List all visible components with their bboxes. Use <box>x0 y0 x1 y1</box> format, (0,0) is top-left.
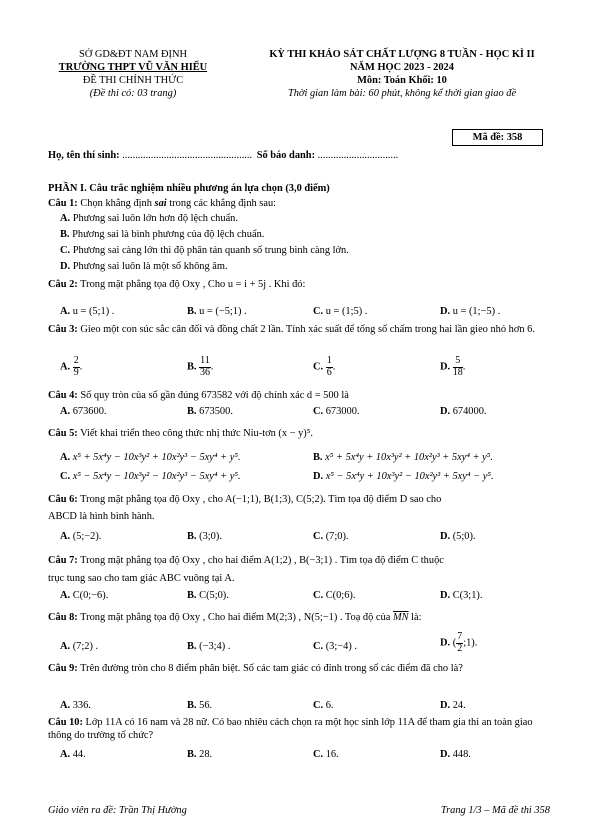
answer-option-d: D. 24. <box>440 700 466 711</box>
option-text: u = (1;−5) . <box>452 306 501 317</box>
answer-option-c: C. x⁵ − 5x⁴y − 10x³y² − 10x²y³ − 5xy⁴ + y⁵. <box>60 471 241 482</box>
answer-option-b: B. (3;0). <box>187 531 222 542</box>
question-text: Số quy tròn của số gần đúng 673582 với độ chính xác d = 500 là <box>80 390 349 401</box>
school-year: NĂM HỌC 2023 - 2024 <box>350 62 454 73</box>
question-text: Gieo một con súc sắc cân đối và đồng chất 2 lần. Tính xác suất để tổng số chấm trong hai lần gieo nhỏ hơn 6. <box>80 324 535 335</box>
option-text: 448. <box>452 749 471 760</box>
id-dots: ............................... <box>317 150 399 161</box>
option-text: Phương sai luôn là một số không âm. <box>72 261 228 272</box>
question-7-continuation: trục tung sao cho tam giác ABC vuông tại A. <box>48 573 235 584</box>
answer-option-d: D. ( $\frac{7}{2}$ ;1). <box>440 631 478 654</box>
department-name: SỞ GD&ĐT NAM ĐỊNH <box>78 49 188 60</box>
fraction: $\frac{2}{9}$ <box>73 355 79 378</box>
answer-option-d: D. 674000. <box>440 406 487 417</box>
fraction: $\frac{1}{6}$ <box>326 355 332 378</box>
question-label: Câu 9: <box>48 663 78 674</box>
question-label: Câu 8: <box>48 612 78 623</box>
option-text: C(0;6). <box>325 590 356 601</box>
question-text: Trong mặt phẳng tọa độ Oxy , cho hai điểm A(1;2) , B(−3;1) . Tìm tọa độ điểm C thuộc <box>80 555 444 566</box>
option-text: 6. <box>325 700 334 711</box>
exam-type: ĐỀ THI CHÍNH THỨC <box>82 75 184 86</box>
name-label: Họ, tên thí sinh: <box>48 150 120 161</box>
answer-option-a: A. 44. <box>60 749 86 760</box>
option-text: x⁵ + 5x⁴y + 10x³y² + 10x²y³ + 5xy⁴ + y⁵. <box>325 452 493 463</box>
answer-option-b: B. 28. <box>187 749 213 760</box>
option-label: C. <box>60 245 71 256</box>
question-6-continuation: ABCD là hình bình hành. <box>48 511 155 522</box>
question-label: Câu 5: <box>48 428 78 439</box>
answer-option-c: C. C(0;6). <box>313 590 356 601</box>
question-text: Trong mặt phẳng tọa độ Oxy , Cho hai điểm M(2;3) , N(5;−1) . Toạ độ của <box>80 612 391 623</box>
option-label: B. <box>60 229 70 240</box>
question-10 <box>48 716 548 742</box>
question-text: Viết khai triển theo công thức nhị thức Niu-tơn (x − y)⁵. <box>80 428 313 439</box>
answer-option-a: A. (5;−2). <box>60 531 102 542</box>
option-text: C(3;1). <box>452 590 483 601</box>
question-text: là: <box>411 612 422 623</box>
answer-option-a: A. u = (5;1) . <box>60 306 115 317</box>
option-label: A. <box>60 213 71 224</box>
answer-option-c: C. $\frac{1}{6}$ . <box>313 355 336 378</box>
question-1 <box>48 197 548 210</box>
option-text: 673500. <box>199 406 233 417</box>
fraction: $\frac{11}{36}$ <box>199 355 210 378</box>
answer-option-b: B. C(5;0). <box>187 590 229 601</box>
answer-option-c: C. 6. <box>313 700 334 711</box>
question-2 <box>48 278 548 291</box>
exam-title: KỲ THI KHẢO SÁT CHẤT LƯỢNG 8 TUẦN - HỌC KÌ II <box>269 49 535 60</box>
question-7 <box>48 554 548 567</box>
student-info-line <box>48 149 548 162</box>
answer-option-a: A. 336. <box>60 700 91 711</box>
question-text: trong các khẳng định sau: <box>169 198 277 209</box>
answer-option-d: D. u = (1;−5) . <box>440 306 501 317</box>
pages-note: (Đề thi có: 03 trang) <box>89 88 177 99</box>
question-text: Chọn khẳng định <box>80 198 152 209</box>
option-text: 56. <box>199 700 213 711</box>
subject: Môn: Toán Khối: 10 <box>357 75 447 86</box>
option-text: 673600. <box>72 406 107 417</box>
question-text: Trên đường tròn cho 8 điểm phân biệt. Số các tam giác có đỉnh trong số các điểm đã cho là? <box>80 663 463 674</box>
fraction: $\frac{5}{18}$ <box>452 355 463 378</box>
option-text: 336. <box>72 700 91 711</box>
school-name: TRƯỜNG THPT VŨ VĂN HIẾU <box>58 62 208 73</box>
answer-option-d: D. (5;0). <box>440 531 476 542</box>
answer-option-c: C. 673000. <box>313 406 360 417</box>
answer-option-a: A. 673600. <box>60 406 107 417</box>
id-label: Số báo danh: <box>256 150 316 161</box>
question-label: Câu 1: <box>48 198 78 209</box>
option-text: u = (1;5) . <box>325 306 368 317</box>
option-text: (5;0). <box>452 531 476 542</box>
option-text: 16. <box>325 749 339 760</box>
name-dots: .................................................. <box>122 150 253 161</box>
option-text: u = (5;1) . <box>72 306 115 317</box>
section-title: PHẦN I. Câu trắc nghiệm nhiều phương án lựa chọn (3,0 điểm) <box>48 183 330 194</box>
option-text: C(0;−6). <box>72 590 109 601</box>
answer-option-d: D. 448. <box>440 749 471 760</box>
option-text: (7;0). <box>325 531 349 542</box>
answer-option-c: C. (7;0). <box>313 531 349 542</box>
question-label: Câu 6: <box>48 494 78 505</box>
option-text: 673000. <box>325 406 360 417</box>
option-text: Phương sai luôn lớn hơn độ lệch chuẩn. <box>72 213 238 224</box>
question-5 <box>48 427 548 440</box>
question-label: Câu 10: <box>48 717 83 728</box>
vector-mn: $\overline{MN}$ <box>392 612 409 623</box>
question-6 <box>48 493 548 506</box>
answer-option-b: B. $\frac{11}{36}$ . <box>187 355 214 378</box>
answer-option-b: B. u = (−5;1) . <box>187 306 247 317</box>
option-label: D. <box>60 261 71 272</box>
answer-option-a: A. (7;2) . <box>60 641 99 652</box>
question-4 <box>48 389 548 402</box>
duration: Thời gian làm bài: 60 phút, không kể thời gian giao đề <box>287 88 517 99</box>
answer-option-a: A. $\frac{2}{9}$ . <box>60 355 83 378</box>
option-text: 674000. <box>452 406 487 417</box>
answer-option-c: C. u = (1;5) . <box>313 306 368 317</box>
answer-option-a: A. C(0;−6). <box>60 590 109 601</box>
option-text: x⁵ − 5x⁴y − 10x³y² − 10x²y³ − 5xy⁴ + y⁵. <box>72 471 241 482</box>
answer-option-c: C. (3;−4) . <box>313 641 357 652</box>
answer-option-b: B. (−3;4) . <box>187 641 231 652</box>
option-text: 44. <box>72 749 86 760</box>
option-text: x⁵ − 5x⁴y + 10x³y² − 10x²y³ + 5xy⁴ − y⁵. <box>325 471 494 482</box>
question-label: Câu 4: <box>48 390 78 401</box>
question-text: Trong mặt phẳng tọa độ Oxy , Cho u = i + 5j . Khi đó: <box>80 279 306 290</box>
answer-option-d: D. x⁵ − 5x⁴y + 10x³y² − 10x²y³ + 5xy⁴ − y⁵. <box>313 471 494 482</box>
exam-code: Mã đề: 358 <box>472 132 523 143</box>
option-text: (5;−2). <box>72 531 102 542</box>
question-8 <box>48 611 548 624</box>
option-text: (3;0). <box>199 531 222 542</box>
header-right <box>232 48 572 100</box>
answer-option-b: B. 56. <box>187 700 213 711</box>
option-text: 24. <box>452 700 466 711</box>
answer-option-d <box>60 260 228 273</box>
answer-option-c: C. 16. <box>313 749 339 760</box>
option-text: (3;−4) . <box>325 641 357 652</box>
option-text: x⁵ + 5x⁴y − 10x³y² + 10x²y³ − 5xy⁴ + y⁵. <box>72 452 241 463</box>
exam-code-box <box>452 129 543 146</box>
question-text: Trong mặt phẳng tọa độ Oxy , cho A(−1;1), B(1;3), C(5;2). Tìm tọa độ điểm D sao cho <box>80 494 442 505</box>
question-text: Lớp 11A có 16 nam và 28 nữ. Có bao nhiêu cách chọn ra một học sinh lớp 11A để tham gia thi an toàn giao thông do trường tổ chức? <box>48 717 533 741</box>
header-left <box>28 48 238 100</box>
question-label: Câu 7: <box>48 555 78 566</box>
answer-option-d: D. $\frac{5}{18}$ . <box>440 355 466 378</box>
answer-option-a: A. x⁵ + 5x⁴y − 10x³y² + 10x²y³ − 5xy⁴ + y⁵. <box>60 452 241 463</box>
option-text: u = (−5;1) . <box>199 306 247 317</box>
option-text: C(5;0). <box>199 590 229 601</box>
option-text: Phương sai là bình phương của độ lệch chuẩn. <box>72 229 265 240</box>
option-text: 28. <box>199 749 213 760</box>
question-label: Câu 3: <box>48 324 78 335</box>
answer-option-d: D. C(3;1). <box>440 590 483 601</box>
question-3 <box>48 323 548 336</box>
answer-option-c <box>60 244 349 257</box>
option-text: Phương sai càng lớn thì độ phân tán quanh số trung bình càng lớn. <box>72 245 349 256</box>
answer-option-a <box>60 212 238 225</box>
answer-option-b: B. 673500. <box>187 406 233 417</box>
question-label: Câu 2: <box>48 279 78 290</box>
option-text: (7;2) . <box>72 641 99 652</box>
footer-author: Giáo viên ra đề: Trần Thị Hường <box>48 805 187 816</box>
emphasis-word: sai <box>154 198 167 209</box>
fraction: $\frac{7}{2}$ <box>457 631 463 654</box>
answer-option-b <box>60 228 264 241</box>
question-9 <box>48 662 548 675</box>
answer-option-b: B. x⁵ + 5x⁴y + 10x³y² + 10x²y³ + 5xy⁴ + y⁵. <box>313 452 493 463</box>
footer-page-number: Trang 1/3 – Mã đề thi 358 <box>440 805 550 816</box>
option-text: (−3;4) . <box>199 641 231 652</box>
